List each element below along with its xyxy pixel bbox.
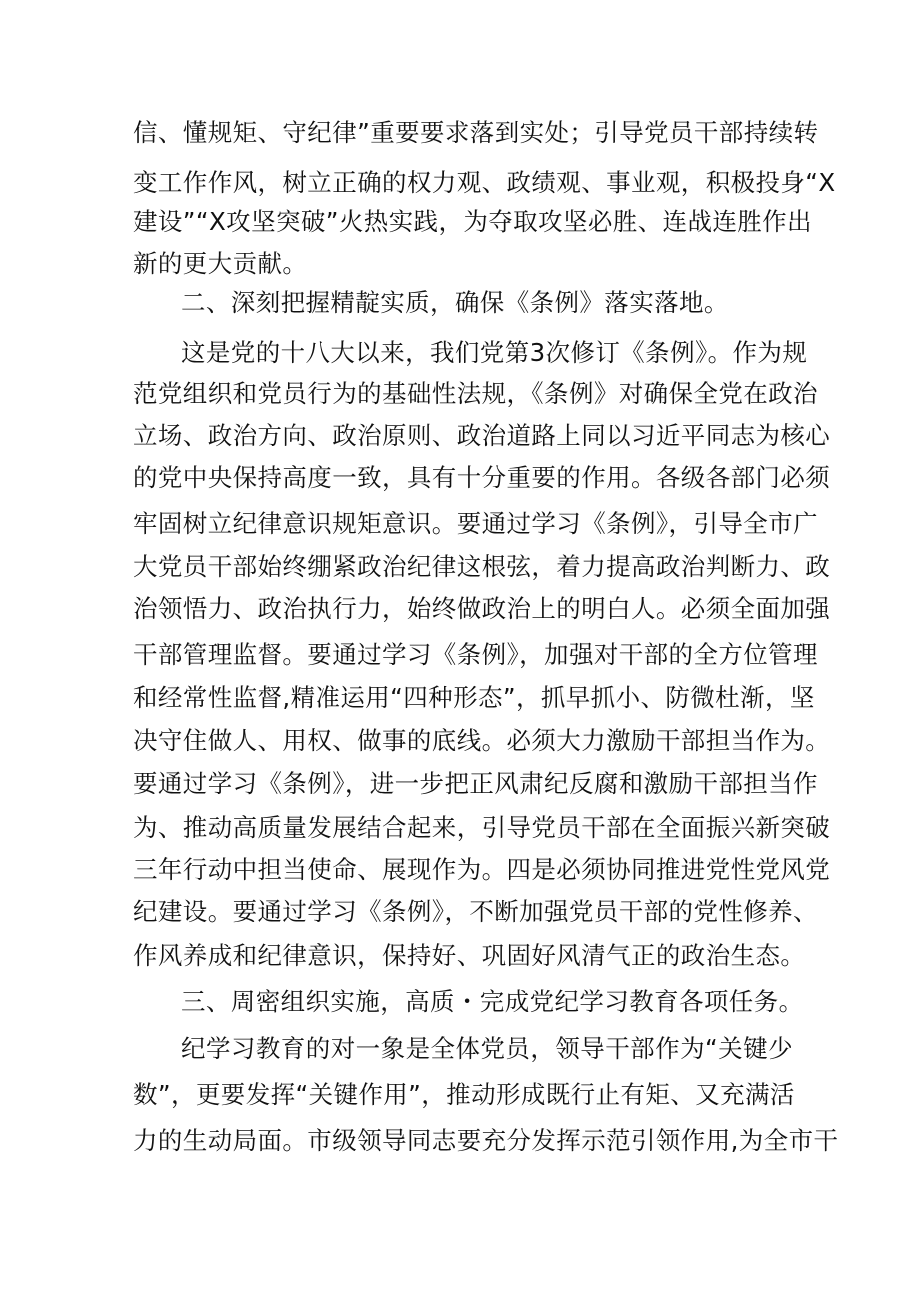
- text-line: 建设”“X攻坚突破”火热实践，为夺取攻坚必胜、连战连胜作出: [133, 207, 812, 236]
- text-line: 纪学习教育的对一象是全体党员，领导干部作为“关键少: [181, 1034, 793, 1063]
- section-heading: 二、深刻把握精靛实质，确保《条例》落实落地。: [181, 288, 729, 317]
- text-line: 这是党的十八大以来，我们党第3次修订《条例》。作为规: [181, 338, 808, 367]
- text-line: 力的生动局面。市级领导同志要充分发挥示范引领作用,为全市干: [133, 1126, 839, 1155]
- text-line: 范党组织和党员行为的基础性法规，《条例》对确保全党在政治: [133, 379, 818, 408]
- text-line: 纪建设。要通过学习《条例》，不断加强党员干部的党性修养、: [133, 897, 818, 926]
- text-line: 为、推动高质量发展结合起来，引导党员干部在全面振兴新突破: [133, 813, 831, 842]
- text-line: 和经常性监督,精准运用“四种形态”，抓早抓小、防微杜渐，坚: [133, 683, 815, 712]
- text-line: 牢固树立纪律意识规矩意识。要通过学习《条例》，引导全市广: [133, 509, 818, 538]
- text-line: 新的更大贡献。: [133, 249, 308, 278]
- text-line: 三年行动中担当使命、展现作为。四是必须协同推进党性党风党: [133, 855, 831, 884]
- text-line: 要通过学习《条例》，进一步把正风肃纪反腐和激励干部担当作: [133, 769, 818, 798]
- text-line: 数”，更要发挥“关键作用”，推动形成既行止有矩、又充满活: [133, 1080, 795, 1109]
- text-line: 治领悟力、政治执行力，始终做政治上的明白人。必须全面加强: [133, 594, 831, 623]
- text-line: 变工作作风，树立正确的权力观、政绩观、事业观，积极投身“X: [133, 168, 836, 197]
- text-line: 干部管理监督。要通过学习《条例》，加强对干部的全方位管理: [133, 640, 818, 669]
- text-line: 立场、政治方向、政治原则、政治道路上同以习近平同志为核心: [133, 421, 831, 450]
- text-line: 大党员干部始终绷紧政治纪律这根弦，着力提高政治判断力、政: [133, 552, 831, 581]
- text-line: 决守住做人、用权、做事的底线。必须大力激励干部担当作为。: [133, 726, 831, 755]
- text-line: 作风养成和纪律意识，保持好、巩固好风清气正的政治生态。: [133, 941, 806, 970]
- section-heading: 三、周密组织实施，高质・完成党纪学习教育各项任务。: [181, 987, 804, 1016]
- text-line: 信、懂规矩、守纪律”重要要求落到实处；引导党员干部持续转: [133, 118, 819, 147]
- text-line: 的党中央保持高度一致，具有十分重要的作用。各级各部门必须: [133, 463, 831, 492]
